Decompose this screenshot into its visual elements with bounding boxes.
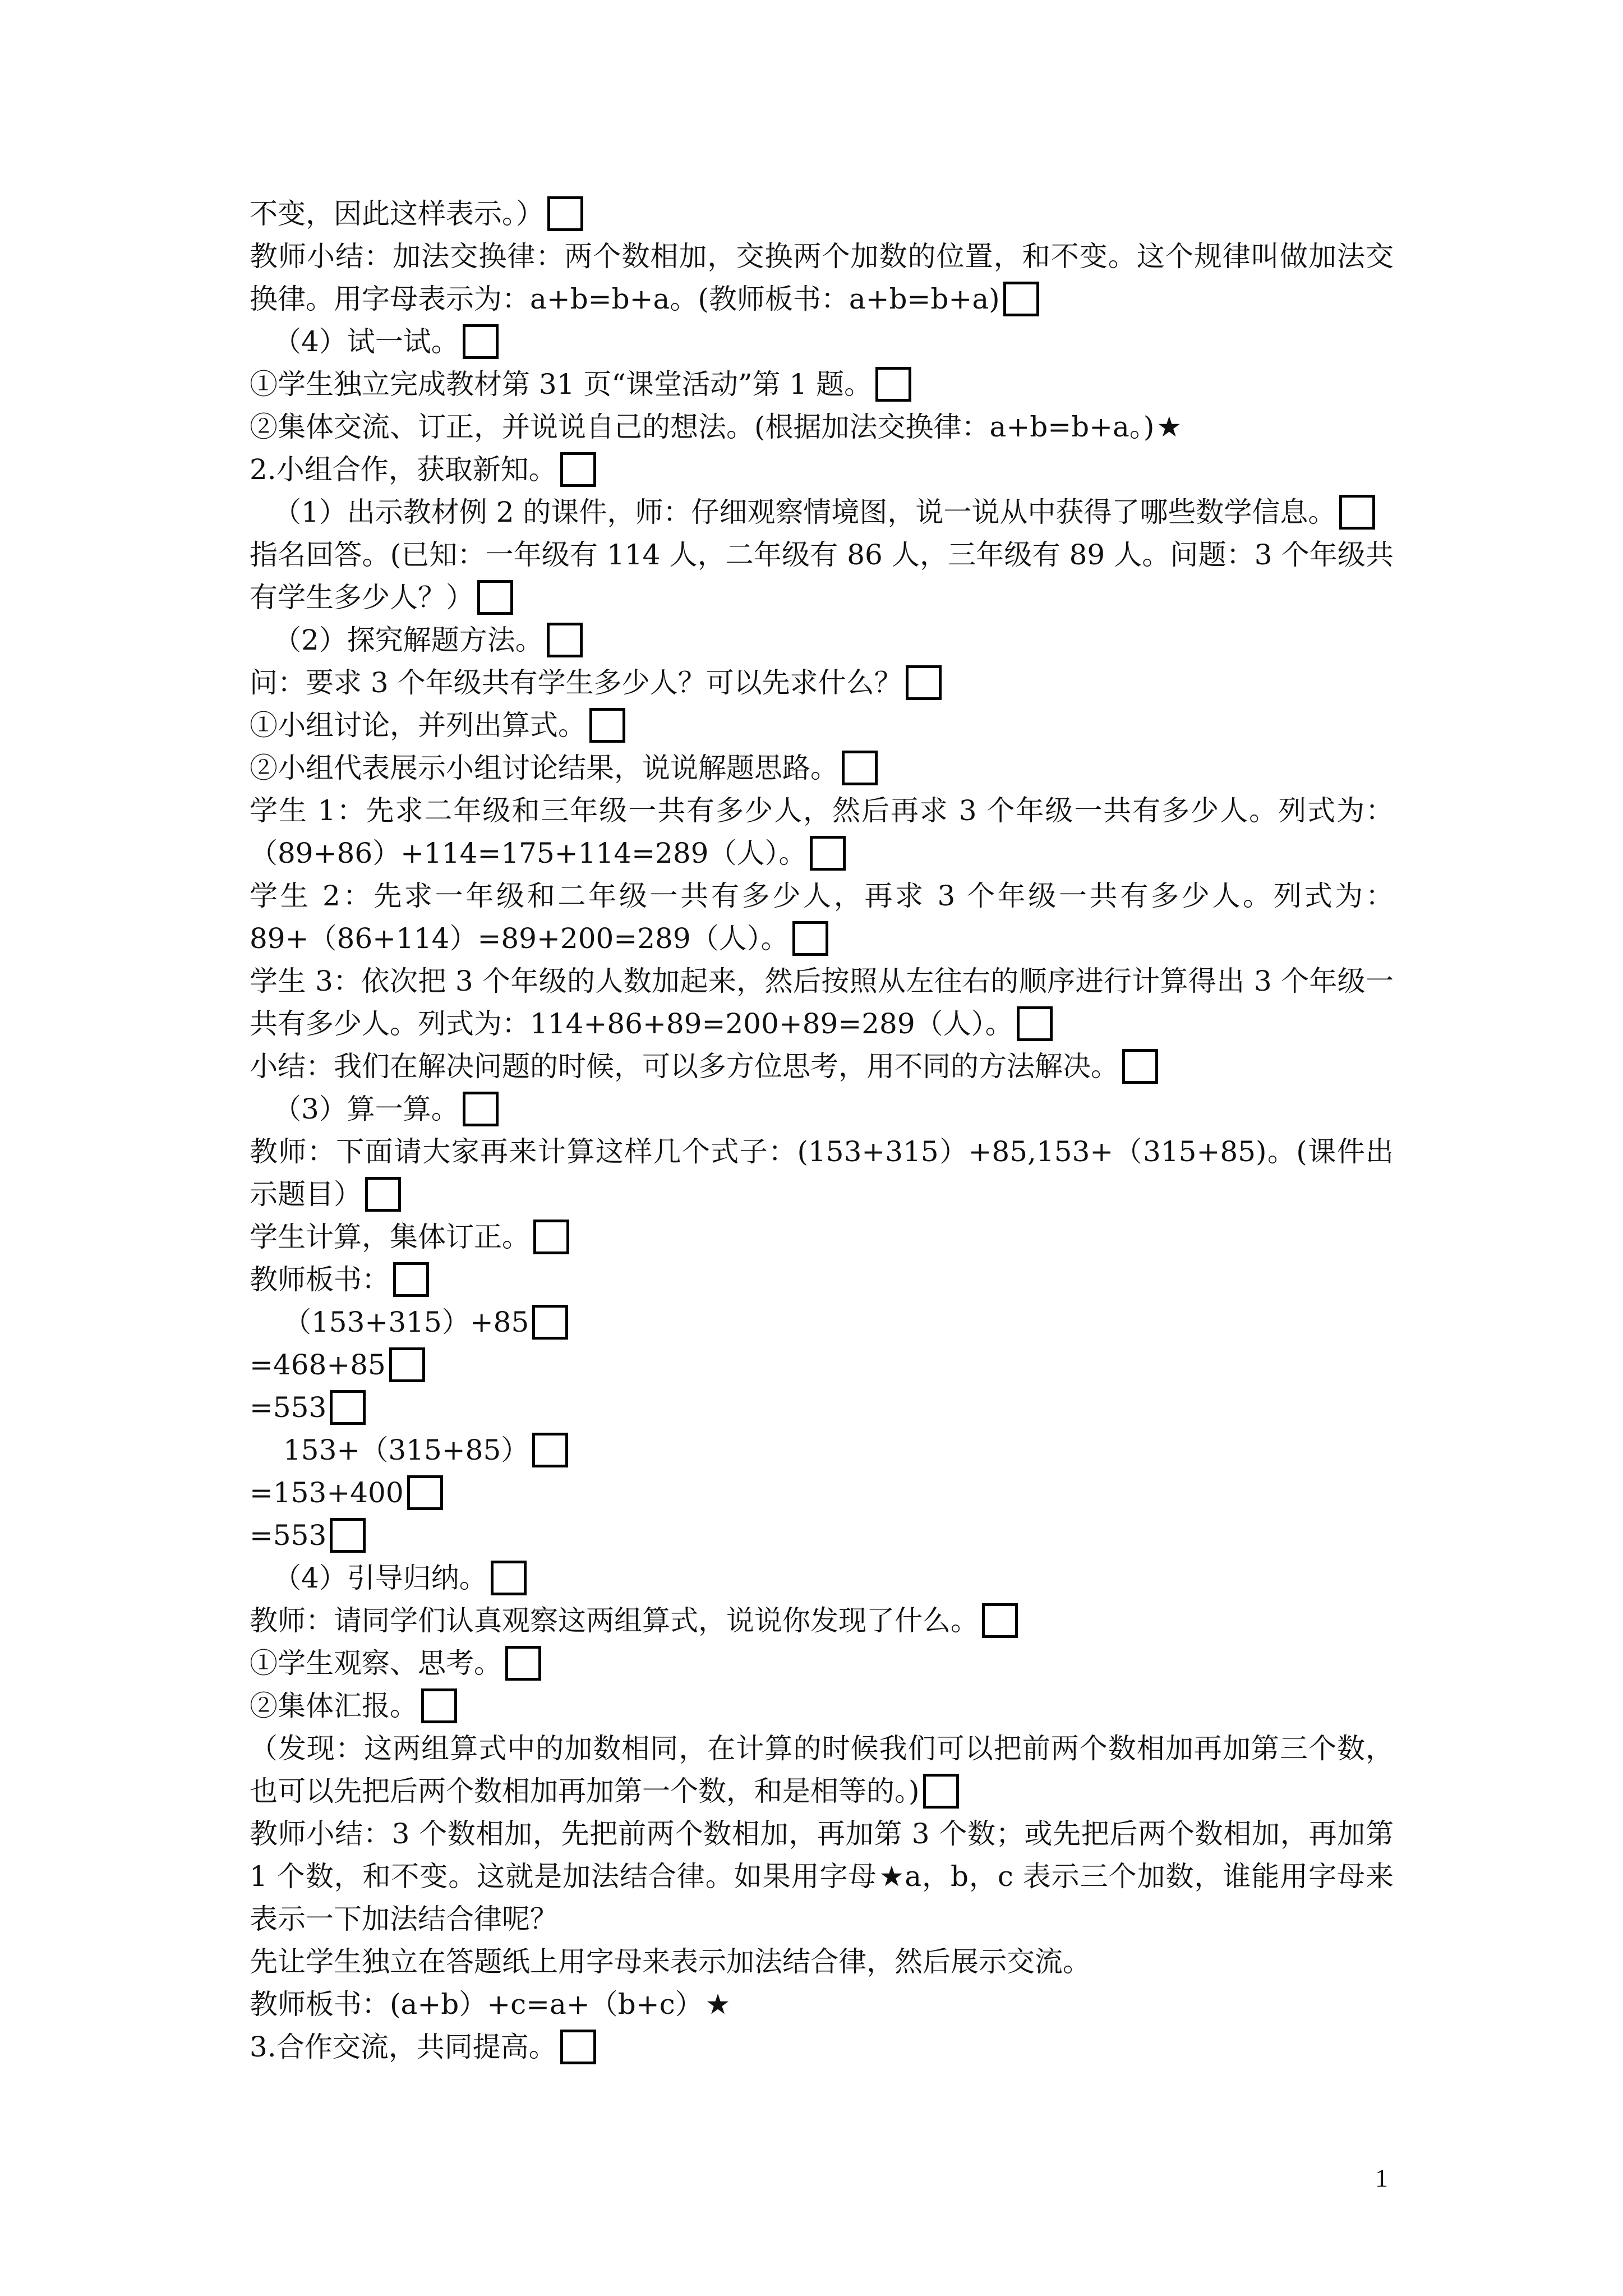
line-text: =553: [250, 1391, 327, 1424]
checkbox-icon: [505, 1646, 541, 1681]
text-line: [250, 1088, 1394, 1130]
page-content: [250, 192, 1394, 2068]
text-line: [250, 661, 1394, 704]
text-line: [250, 1301, 1394, 1343]
text-line: [250, 1812, 1394, 1940]
line-text: （153+315）+85: [283, 1306, 529, 1338]
line-text: 学生 1：先求二年级和三年级一共有多少人，然后再求 3 个年级一共有多少人。列式为：（89+86）+114=175+114=289（人）。: [250, 794, 1394, 869]
line-text: ②集体交流、订正，并说说自己的想法。(根据加法交换律：a+b=b+a。): [250, 411, 1155, 443]
checkbox-icon: [421, 1688, 457, 1723]
checkbox-icon: [560, 2030, 596, 2064]
line-text: 教师：下面请大家再来计算这样几个式子：(153+315）+85,153+（315+85)。(课件出示题目）: [250, 1135, 1394, 1211]
line-text: =153+400: [250, 1476, 404, 1509]
line-text: 问：要求 3 个年级共有学生多少人？可以先求什么？: [250, 666, 902, 699]
text-line: [250, 1685, 1394, 1727]
checkbox-icon: [463, 1092, 499, 1126]
text-line: [250, 1599, 1394, 1642]
text-line: [250, 1258, 1394, 1301]
text-line: [250, 1130, 1394, 1216]
text-line: [250, 875, 1394, 960]
line-text: =553: [250, 1519, 327, 1552]
line-text: 教师板书：(a+b）+c=a+（b+c）: [250, 1988, 703, 2021]
checkbox-icon: [330, 1390, 366, 1425]
line-text: （发现：这两组算式中的加数相同，在计算的时候我们可以把前两个数相加再加第三个数，也可以先把后两个数相加再加第一个数，和是相等的。): [250, 1732, 1394, 1807]
text-line: [250, 1514, 1394, 1557]
checkbox-icon: [330, 1518, 366, 1553]
text-line: [250, 1642, 1394, 1685]
text-line: [250, 235, 1394, 320]
star-icon: ★: [705, 1988, 731, 2021]
checkbox-icon: [589, 708, 625, 743]
line-text: （2）探究解题方法。: [273, 624, 543, 656]
checkbox-icon: [477, 580, 513, 615]
text-line: [250, 960, 1394, 1045]
line-text: 3.合作交流，共同提高。: [250, 2031, 557, 2063]
text-line: [250, 1940, 1394, 1983]
text-line: [250, 1471, 1394, 1514]
line-text: （3）算一算。: [273, 1093, 459, 1125]
text-line: [250, 320, 1394, 363]
line-text: 153+（315+85）: [283, 1434, 529, 1466]
checkbox-icon: [875, 367, 911, 402]
checkbox-icon: [532, 1433, 568, 1467]
checkbox-icon: [792, 921, 828, 956]
text-line: [250, 192, 1394, 235]
checkbox-icon: [810, 836, 846, 871]
text-line: [250, 2026, 1394, 2068]
text-line: [250, 406, 1394, 448]
line-text: 学生 2：先求一年级和二年级一共有多少人，再求 3 个年级一共有多少人。列式为：89+（86+114）=89+200=289（人）。: [250, 880, 1394, 955]
text-line: [250, 1386, 1394, 1429]
checkbox-icon: [1122, 1049, 1158, 1084]
checkbox-icon: [532, 1305, 568, 1340]
checkbox-icon: [923, 1774, 959, 1809]
checkbox-icon: [1017, 1006, 1053, 1041]
line-text: =468+85: [250, 1349, 386, 1381]
line-text: 学生计算，集体订正。: [250, 1221, 530, 1253]
text-line: [250, 1045, 1394, 1088]
text-line: [250, 448, 1394, 491]
checkbox-icon: [393, 1262, 429, 1297]
checkbox-icon: [560, 452, 596, 487]
line-text: 教师小结：加法交换律：两个数相加，交换两个加数的位置，和不变。这个规律叫做加法交换律。用字母表示为：a+b=b+a。(教师板书：a+b=b+a): [250, 240, 1394, 315]
line-text: 先让学生独立在答题纸上用字母来表示加法结合律，然后展示交流。: [250, 1945, 1091, 1978]
checkbox-icon: [365, 1177, 401, 1212]
line-text: 教师小结：3 个数相加，先把前两个数相加，再加第 3 个数；或先把后两个数相加，再加第 1 个数，和不变。这就是加法结合律。如果用字母: [250, 1818, 1394, 1893]
text-line: [250, 1983, 1394, 2026]
line-text: 学生 3：依次把 3 个年级的人数加起来，然后按照从左往右的顺序进行计算得出 3 个年级一共有多少人。列式为：114+86+89=200+89=289（人）。: [250, 965, 1394, 1040]
line-text: ①学生独立完成教材第 31 页“课堂活动”第 1 题。: [250, 368, 873, 401]
checkbox-icon: [1339, 495, 1375, 530]
text-line: [250, 747, 1394, 789]
text-line: [250, 619, 1394, 661]
line-text: ②小组代表展示小组讨论结果，说说解题思路。: [250, 752, 838, 784]
text-line: [250, 491, 1394, 533]
star-icon: ★: [1156, 411, 1182, 443]
line-text: （1）出示教材例 2 的课件，师：仔细观察情境图，说一说从中获得了哪些数学信息。: [273, 496, 1336, 528]
line-text: 不变，因此这样表示。）: [250, 197, 544, 230]
checkbox-icon: [906, 665, 942, 700]
line-text: ①学生观察、思考。: [250, 1647, 502, 1680]
text-line: [250, 1429, 1394, 1471]
line-text: a，b，c 表示三个加数，谁能用字母来表示一下加法结合律呢？: [250, 1860, 1394, 1935]
page-number: 1: [1375, 2164, 1388, 2192]
text-line: [250, 1727, 1394, 1812]
line-text: 教师板书：: [250, 1263, 390, 1296]
text-line: [250, 363, 1394, 406]
checkbox-icon: [491, 1561, 527, 1595]
checkbox-icon: [547, 623, 583, 657]
checkbox-icon: [982, 1603, 1018, 1638]
line-text: 小结：我们在解决问题的时候，可以多方位思考，用不同的方法解决。: [250, 1050, 1119, 1083]
text-line: [250, 1343, 1394, 1386]
text-line: [250, 1557, 1394, 1599]
line-text: 教师：请同学们认真观察这两组算式，说说你发现了什么。: [250, 1604, 979, 1637]
line-text: 2.小组合作，获取新知。: [250, 453, 557, 486]
star-icon: ★: [879, 1860, 905, 1893]
line-text: （4）引导归纳。: [273, 1562, 487, 1594]
text-line: [250, 704, 1394, 747]
text-line: [250, 789, 1394, 875]
checkbox-icon: [842, 751, 878, 785]
checkbox-icon: [463, 324, 499, 359]
line-text: ②集体汇报。: [250, 1690, 418, 1722]
checkbox-icon: [389, 1347, 425, 1382]
checkbox-icon: [1003, 282, 1039, 316]
checkbox-icon: [547, 196, 583, 231]
line-text: ①小组讨论，并列出算式。: [250, 709, 586, 742]
checkbox-icon: [407, 1475, 443, 1510]
text-line: [250, 533, 1394, 619]
line-text: 指名回答。(已知：一年级有 114 人，二年级有 86 人，三年级有 89 人。问题：3 个年级共有学生多少人？）: [250, 539, 1394, 614]
checkbox-icon: [533, 1220, 569, 1254]
line-text: （4）试一试。: [273, 325, 459, 358]
text-line: [250, 1216, 1394, 1258]
